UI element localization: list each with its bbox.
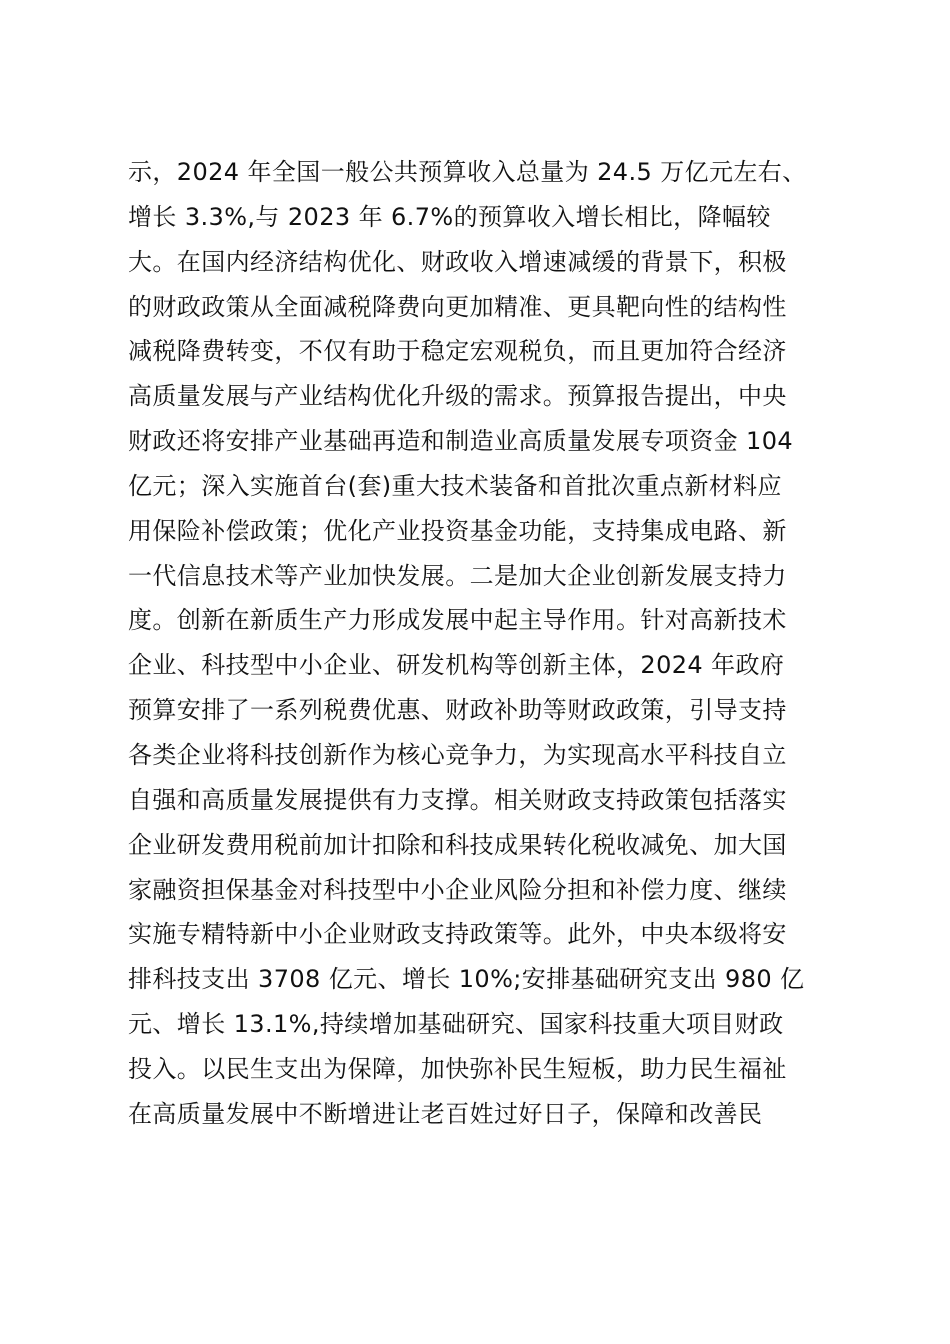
text-line: 在高质量发展中不断增进让老百姓过好日子，保障和改善民 xyxy=(128,1099,763,1128)
text-line: 企业、科技型中小企业、研发机构等创新主体，2024 年政府 xyxy=(128,651,785,680)
text-line: 实施专精特新中小企业财政支持政策等。此外，中央本级将安 xyxy=(128,920,787,949)
text-line: 增长 3.3%,与 2023 年 6.7%的预算收入增长相比，降幅较 xyxy=(128,202,771,231)
text-line: 度。创新在新质生产力形成发展中起主导作用。针对高新技术 xyxy=(128,606,787,635)
text-line: 投入。以民生支出为保障，加快弥补民生短板，助力民生福祉 xyxy=(128,1054,787,1083)
text-line: 自强和高质量发展提供有力支撑。相关财政支持政策包括落实 xyxy=(128,785,787,814)
text-line: 各类企业将科技创新作为核心竞争力，为实现高水平科技自立 xyxy=(128,740,787,769)
text-line: 的财政政策从全面减税降费向更加精准、更具靶向性的结构性 xyxy=(128,292,787,321)
text-line: 示，2024 年全国一般公共预算收入总量为 24.5 万亿元左右、 xyxy=(128,158,807,186)
text-line: 大。在国内经济结构优化、财政收入增速减缓的背景下，积极 xyxy=(128,247,787,276)
text-line: 企业研发费用税前加计扣除和科技成果转化税收减免、加大国 xyxy=(128,830,787,859)
text-line: 亿元；深入实施首台(套)重大技术装备和首批次重点新材料应 xyxy=(128,471,782,500)
text-line: 财政还将安排产业基础再造和制造业高质量发展专项资金 104 xyxy=(128,427,794,456)
body-paragraph xyxy=(128,150,828,1137)
text-line: 排科技支出 3708 亿元、增长 10%;安排基础研究支出 980 亿 xyxy=(128,965,805,994)
text-line: 一代信息技术等产业加快发展。二是加大企业创新发展支持力 xyxy=(128,561,787,590)
text-line: 预算安排了一系列税费优惠、财政补助等财政政策，引导支持 xyxy=(128,696,787,725)
text-line: 元、增长 13.1%,持续增加基础研究、国家科技重大项目财政 xyxy=(128,1010,784,1039)
text-line: 用保险补偿政策；优化产业投资基金功能，支持集成电路、新 xyxy=(128,516,787,545)
text-line: 减税降费转变，不仅有助于稳定宏观税负，而且更加符合经济 xyxy=(128,337,787,366)
text-line: 家融资担保基金对科技型中小企业风险分担和补偿力度、继续 xyxy=(128,875,787,904)
text-line: 高质量发展与产业结构优化升级的需求。预算报告提出，中央 xyxy=(128,382,787,411)
